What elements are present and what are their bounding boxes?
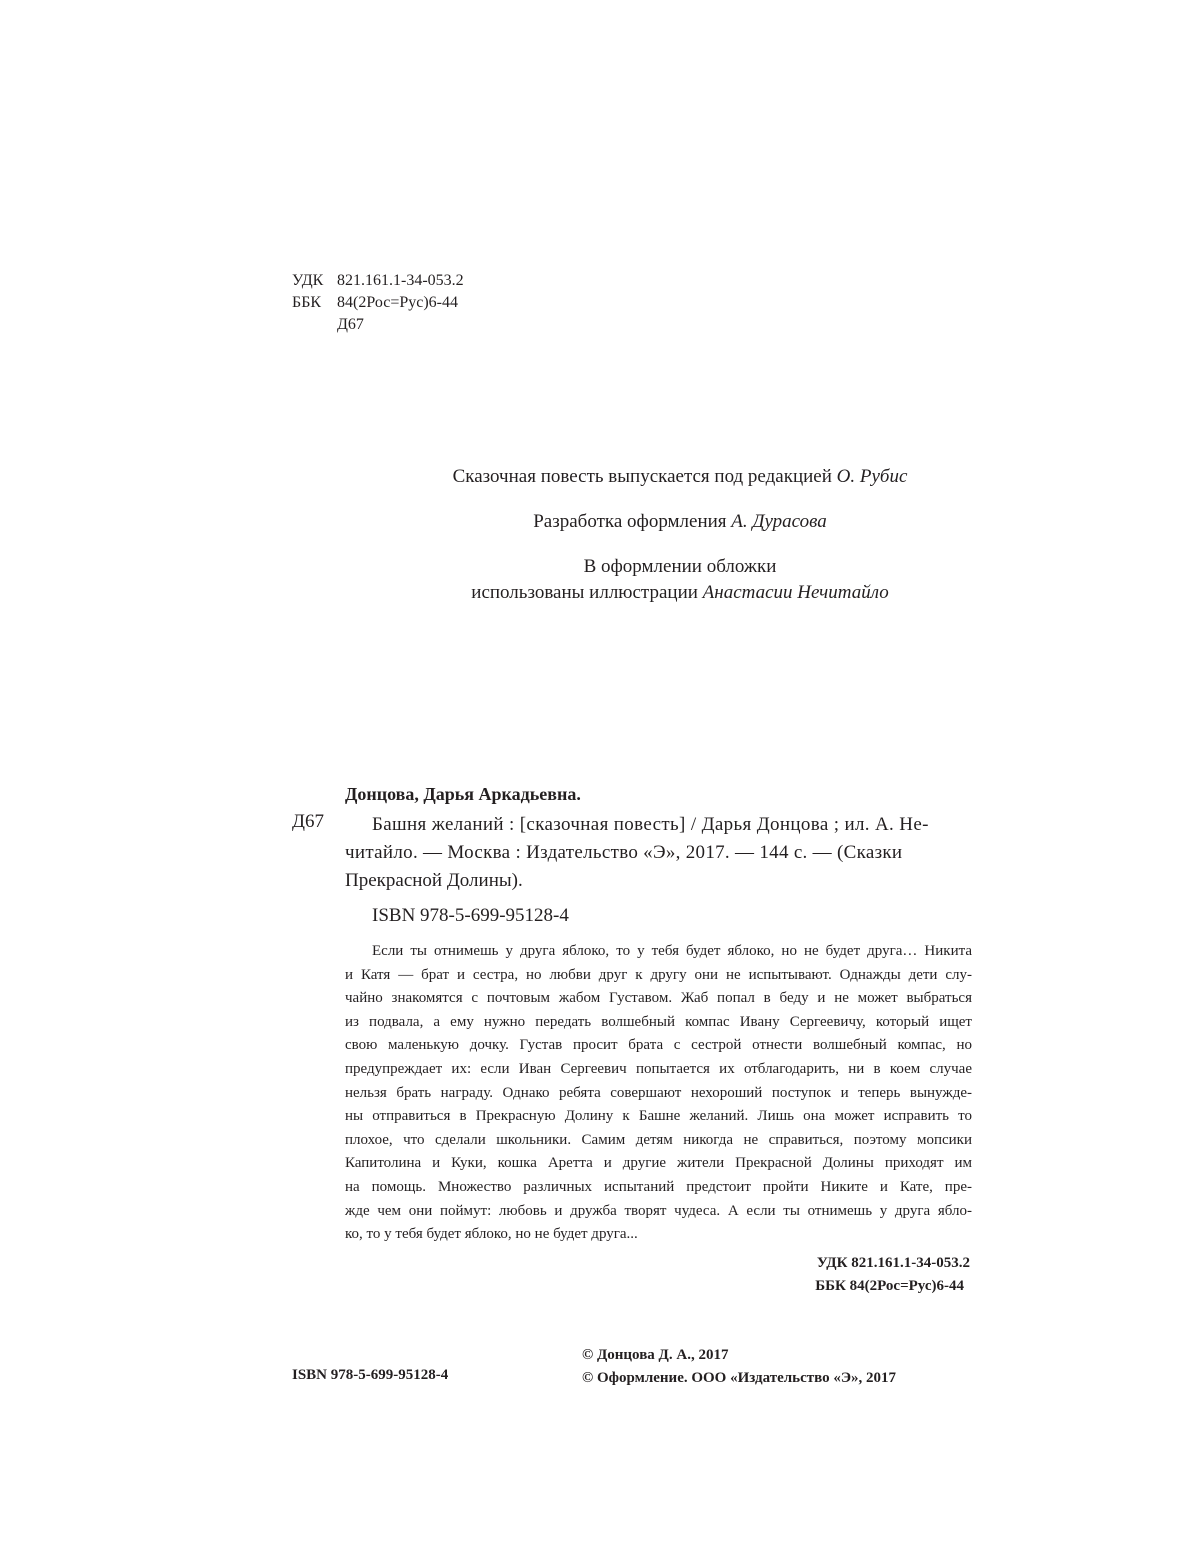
copyright-author: © Донцова Д. А., 2017 [582,1347,729,1363]
cover-text: использованы иллюстрации [471,582,703,603]
bbk-row [292,292,464,314]
author-mark-row [292,314,464,336]
annotation-line: на помощь. Множество различных испытаний предстоит пройти Никите и Кате, пре- [345,1178,972,1195]
annotation-line: и Катя — брат и сестра, но любви друг к другу они не испытывают. Однажды дети слу- [345,966,972,983]
copyright-design: © Оформление. ООО «Издательство «Э», 2017 [582,1370,897,1386]
editor-credit [300,464,1060,490]
cover-line-2 [300,580,1060,606]
design-name: А. Дурасова [731,511,827,532]
record-mark: Д67 [292,811,324,832]
bbk-value: 84(2Рос=Рус)6-44 [337,294,459,311]
annotation-line: свою маленькую дочку. Густав просит брата с сестрой отнести волшебный компас, но [345,1037,972,1054]
udk-row [292,270,464,292]
annotation [345,940,972,1247]
classification-block [292,270,464,336]
annotation-line: плохое, что сделали школьники. Самим детям никогда не справиться, поэтому мопсики [345,1131,972,1148]
editor-text: Сказочная повесть выпускается под редакцией [452,466,837,487]
author-mark: Д67 [337,316,364,333]
annotation-line: Если ты отнимешь у друга яблоко, то у тебя будет яблоко, но не будет друга… Никита [372,943,972,959]
cover-name: Анастасии Нечитайло [702,582,889,603]
design-credit [300,509,1060,535]
record-description [345,811,972,895]
annotation-line: нельзя брать награду. Однако ребята совершают нехороший поступок и теперь вынужде- [345,1084,972,1101]
annotation-line: ны отправиться в Прекрасную Долину к Башне желаний. Лишь она может исправить то [345,1108,972,1125]
bbk-code: ББК 84(2Рос=Рус)6-44 [815,1278,964,1294]
annotation-line: из подвала, а ему нужно передать волшебный компас Ивану Сергеевичу, который ищет [345,1013,972,1030]
udk-value: 821.161.1-34-053.2 [337,272,464,289]
annotation-line: жде чем они поймут: любовь и дружба творят чудеса. А если ты отнимешь у друга ябло- [345,1202,972,1219]
annotation-line: предупреждает их: если Иван Сергеевич попытается их отблагодарить, ни в коем случае [345,1060,972,1077]
record-line: Башня желаний : [сказочная повесть] / Дарья Донцова ; ил. А. Не- [372,814,929,835]
cover-credit [300,554,1060,606]
cover-line-1: В оформлении обложки [583,556,777,577]
design-text: Разработка оформления [533,511,732,532]
record-isbn: ISBN 978-5-699-95128-4 [372,905,569,926]
udk-code: УДК 821.161.1-34-053.2 [816,1255,970,1271]
udk-label: УДК [292,272,324,289]
bbk-label: ББК [292,294,322,311]
copyright-block [582,1344,896,1390]
classification-codes [700,1252,970,1298]
record-line: читайло. — Москва : Издательство «Э», 2017. — 144 с. — (Сказки [345,842,903,863]
annotation-line: чайно знакомятся с почтовым жабом Густавом. Жаб попал в беду и не может выбраться [345,990,972,1007]
annotation-line: Капитолина и Куки, кошка Аретта и другие жители Прекрасной Долины приходят им [345,1155,972,1172]
editor-name: О. Рубис [836,466,908,487]
annotation-line: ко, то у тебя будет яблоко, но не будет друга... [345,1226,638,1243]
record-line: Прекрасной Долины). [345,870,523,891]
isbn-bottom: ISBN 978-5-699-95128-4 [292,1367,449,1383]
record-author: Донцова, Дарья Аркадьевна. [345,784,581,804]
